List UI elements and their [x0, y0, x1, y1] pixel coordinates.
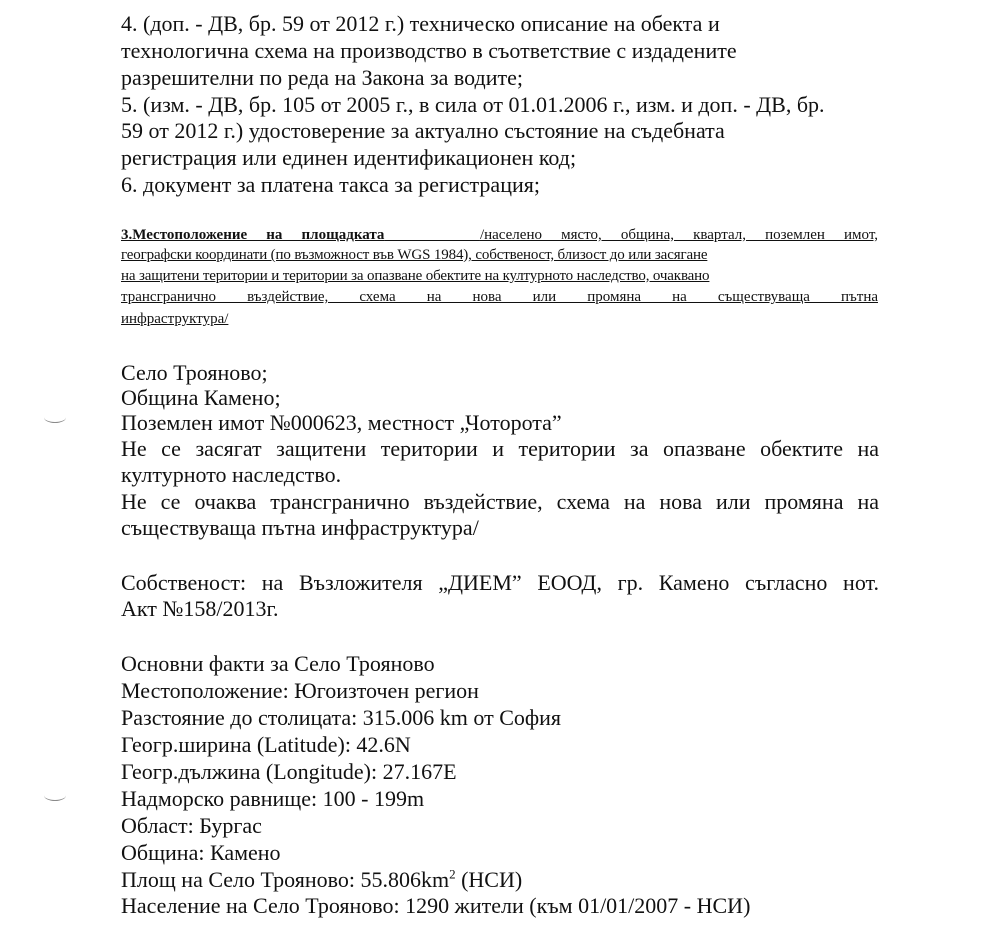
section3-note-line4: трансгранично въздействие, схема на нова или промяна на съществуваща пътна — [121, 289, 878, 305]
item6-line: 6. документ за платена такса за регистрация; — [121, 172, 540, 197]
village-line: Село Трояново; — [121, 360, 268, 385]
section3-note-line1: /населено място, община, квартал, поземлен имот, — [479, 227, 878, 243]
section3-heading: 3.Местоположение на площадката — [121, 227, 385, 243]
ownership-line1: Собственост: на Възложителя „ДИЕМ” ЕООД, гр. Камено съгласно нот. — [121, 570, 879, 595]
item5-line2: 59 от 2012 г.) удостоверение за актуално състояние на съдебната — [121, 118, 725, 143]
facts-distance: Разстояние до столицата: 315.006 km от София — [121, 705, 562, 730]
facts-province: Област: Бургас — [121, 813, 262, 838]
transboundary-line1: Не се очаква трансгранично въздействие, схема на нова или промяна на — [121, 489, 879, 514]
item4-line2: технологична схема на производство в съответствие с издадените — [121, 38, 737, 63]
section3-note-line3: на защитени територии и територии за опазване обектите на културното наследство, очаквано — [121, 268, 710, 284]
facts-population: Население на Село Трояново: 1290 жители (към 01/01/2007 - НСИ) — [121, 893, 751, 918]
item4-line3: разрешителни по реда на Закона за водите; — [121, 65, 523, 90]
facts-altitude: Надморско равнище: 100 - 199m — [121, 786, 425, 811]
facts-area — [121, 867, 522, 893]
facts-latitude: Геогр.ширина (Latitude): 42.6N — [121, 732, 411, 757]
ownership-line2: Акт №158/2013г. — [121, 596, 279, 621]
facts-area-prefix: Площ на Село Трояново: 55.806km — [121, 867, 450, 892]
margin-scan-mark — [44, 412, 66, 423]
section3-note-line2: географски координати (по възможност във WGS 1984), собственост, близост до или засягане — [121, 247, 708, 263]
facts-area-exponent: 2 — [449, 866, 456, 882]
municipality-line: Община Камено; — [121, 385, 281, 410]
transboundary-line2: съществуваща пътна инфраструктура/ — [121, 515, 479, 540]
item4-line1: 4. (доп. - ДВ, бр. 59 от 2012 г.) техническо описание на обекта и — [121, 11, 720, 36]
protected-line2: културното наследство. — [121, 462, 342, 487]
item5-line3: регистрация или единен идентификационен код; — [121, 145, 577, 170]
facts-commune: Община: Камено — [121, 840, 281, 865]
facts-area-suffix: (НСИ) — [455, 867, 523, 892]
facts-title: Основни факти за Село Трояново — [121, 651, 435, 676]
section3-heading-line — [121, 225, 878, 245]
margin-scan-mark — [44, 790, 66, 801]
protected-line1: Не се засягат защитени територии и територии за опазване обектите на — [121, 436, 879, 461]
facts-longitude: Геогр.дължина (Longitude): 27.167E — [121, 759, 457, 784]
facts-region: Местоположение: Югоизточен регион — [121, 678, 479, 703]
item5-line1: 5. (изм. - ДВ, бр. 105 от 2005 г., в сила от 01.01.2006 г., изм. и доп. - ДВ, бр. — [121, 92, 825, 117]
plot-line: Поземлен имот №000623, местност „Чоторота” — [121, 410, 562, 435]
section3-note-line5: инфраструктура/ — [121, 311, 229, 327]
